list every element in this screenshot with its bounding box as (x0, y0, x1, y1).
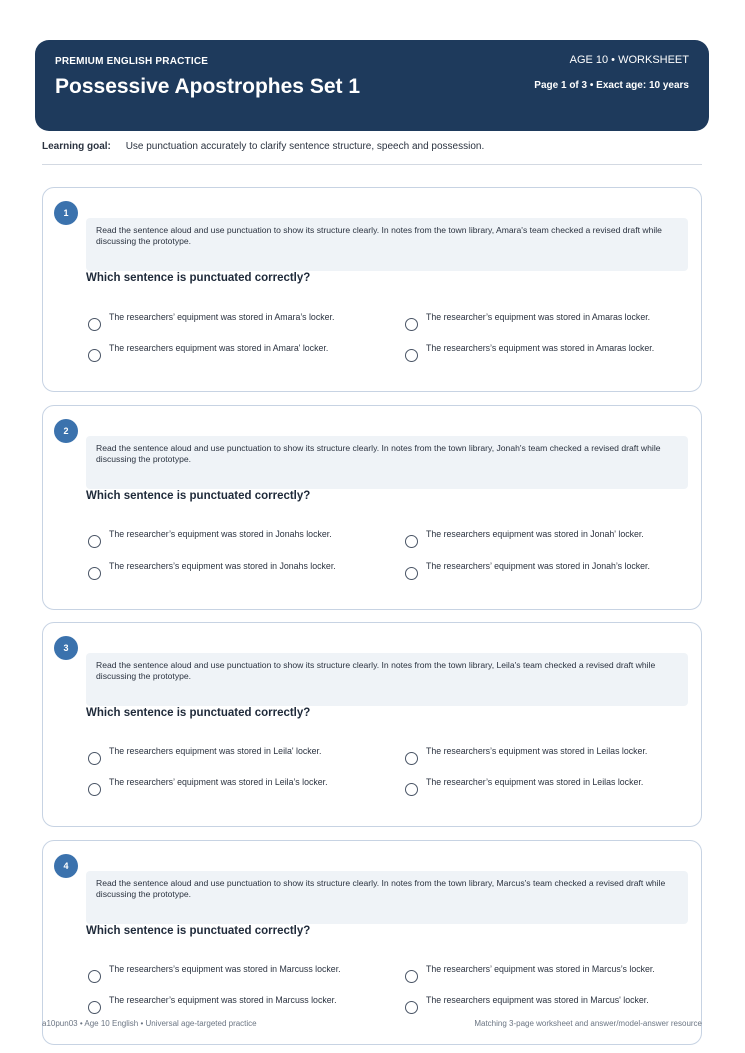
radio-button[interactable] (405, 349, 418, 362)
answer-option-text: The researchers equipment was stored in Leila' locker. (109, 746, 322, 756)
answer-option-text: The researchers’s equipment was stored in Jonahs locker. (109, 561, 336, 571)
radio-button[interactable] (405, 318, 418, 331)
answer-option-text: The researchers equipment was stored in Marcus' locker. (426, 995, 649, 1005)
radio-button[interactable] (405, 752, 418, 765)
radio-button[interactable] (88, 567, 101, 580)
radio-button[interactable] (88, 318, 101, 331)
question-number: 3 (54, 636, 78, 660)
radio-button[interactable] (405, 535, 418, 548)
question-prompt: Which sentence is punctuated correctly? (86, 707, 311, 719)
question-prompt: Which sentence is punctuated correctly? (86, 272, 311, 284)
question-card-2 (42, 405, 702, 610)
age-worksheet-label: AGE 10 • WORKSHEET (569, 54, 689, 66)
answer-option-text: The researchers’ equipment was stored in Marcus’s locker. (426, 964, 655, 974)
learning-goal-text: Use punctuation accurately to clarify sentence structure, speech and possession. (125, 141, 485, 152)
question-number: 2 (54, 419, 78, 443)
radio-button[interactable] (405, 970, 418, 983)
page-title: Possessive Apostrophes Set 1 (55, 75, 361, 98)
radio-button[interactable] (88, 1001, 101, 1014)
answer-option-text: The researchers equipment was stored in Amara' locker. (109, 343, 329, 353)
footer-right: Matching 3-page worksheet and answer/model-answer resource (474, 1019, 702, 1028)
answer-option-text: The researchers’ equipment was stored in Jonah’s locker. (426, 561, 650, 571)
answer-option-text: The researcher’s equipment was stored in Leilas locker. (426, 777, 644, 787)
answer-option-text: The researchers’s equipment was stored in Marcuss locker. (109, 964, 341, 974)
brand-label: PREMIUM ENGLISH PRACTICE (55, 56, 209, 67)
footer-left: a10pun03 • Age 10 English • Universal age-targeted practice (42, 1019, 257, 1028)
radio-button[interactable] (88, 752, 101, 765)
answer-option-text: The researcher’s equipment was stored in Jonahs locker. (109, 529, 332, 539)
divider (42, 164, 702, 165)
question-card-3 (42, 622, 702, 827)
question-card-4 (42, 840, 702, 1045)
answer-option-text: The researchers’s equipment was stored in Amaras locker. (426, 343, 655, 353)
question-prompt: Which sentence is punctuated correctly? (86, 925, 311, 937)
radio-button[interactable] (405, 1001, 418, 1014)
radio-button[interactable] (88, 535, 101, 548)
radio-button[interactable] (88, 349, 101, 362)
answer-option-text: The researchers equipment was stored in Jonah' locker. (426, 529, 644, 539)
answer-option-text: The researchers’ equipment was stored in Amara’s locker. (109, 312, 335, 322)
question-number: 4 (54, 854, 78, 878)
radio-button[interactable] (88, 783, 101, 796)
radio-button[interactable] (405, 783, 418, 796)
question-prompt: Which sentence is punctuated correctly? (86, 490, 311, 502)
radio-button[interactable] (88, 970, 101, 983)
question-passage: Read the sentence aloud and use punctuation to show its structure clearly. In notes from the town library, Amara's team checked a revised draft while discussing the prototype. (86, 218, 688, 271)
worksheet-header (35, 40, 709, 131)
answer-option-text: The researcher’s equipment was stored in Marcuss locker. (109, 995, 337, 1005)
question-number: 1 (54, 201, 78, 225)
answer-option-text: The researcher’s equipment was stored in Amaras locker. (426, 312, 651, 322)
learning-goal (42, 141, 484, 152)
question-passage: Read the sentence aloud and use punctuation to show its structure clearly. In notes from the town library, Jonah's team checked a revised draft while discussing the prototype. (86, 436, 688, 489)
page-info: Page 1 of 3 • Exact age: 10 years (534, 80, 689, 91)
answer-option-text: The researchers’s equipment was stored in Leilas locker. (426, 746, 648, 756)
question-card-1 (42, 187, 702, 392)
learning-goal-label: Learning goal: (42, 141, 111, 152)
answer-option-text: The researchers’ equipment was stored in Leila’s locker. (109, 777, 328, 787)
question-passage: Read the sentence aloud and use punctuation to show its structure clearly. In notes from the town library, Marcus's team checked a revised draft while discussing the prototype. (86, 871, 688, 924)
radio-button[interactable] (405, 567, 418, 580)
question-passage: Read the sentence aloud and use punctuation to show its structure clearly. In notes from the town library, Leila's team checked a revised draft while discussing the prototype. (86, 653, 688, 706)
